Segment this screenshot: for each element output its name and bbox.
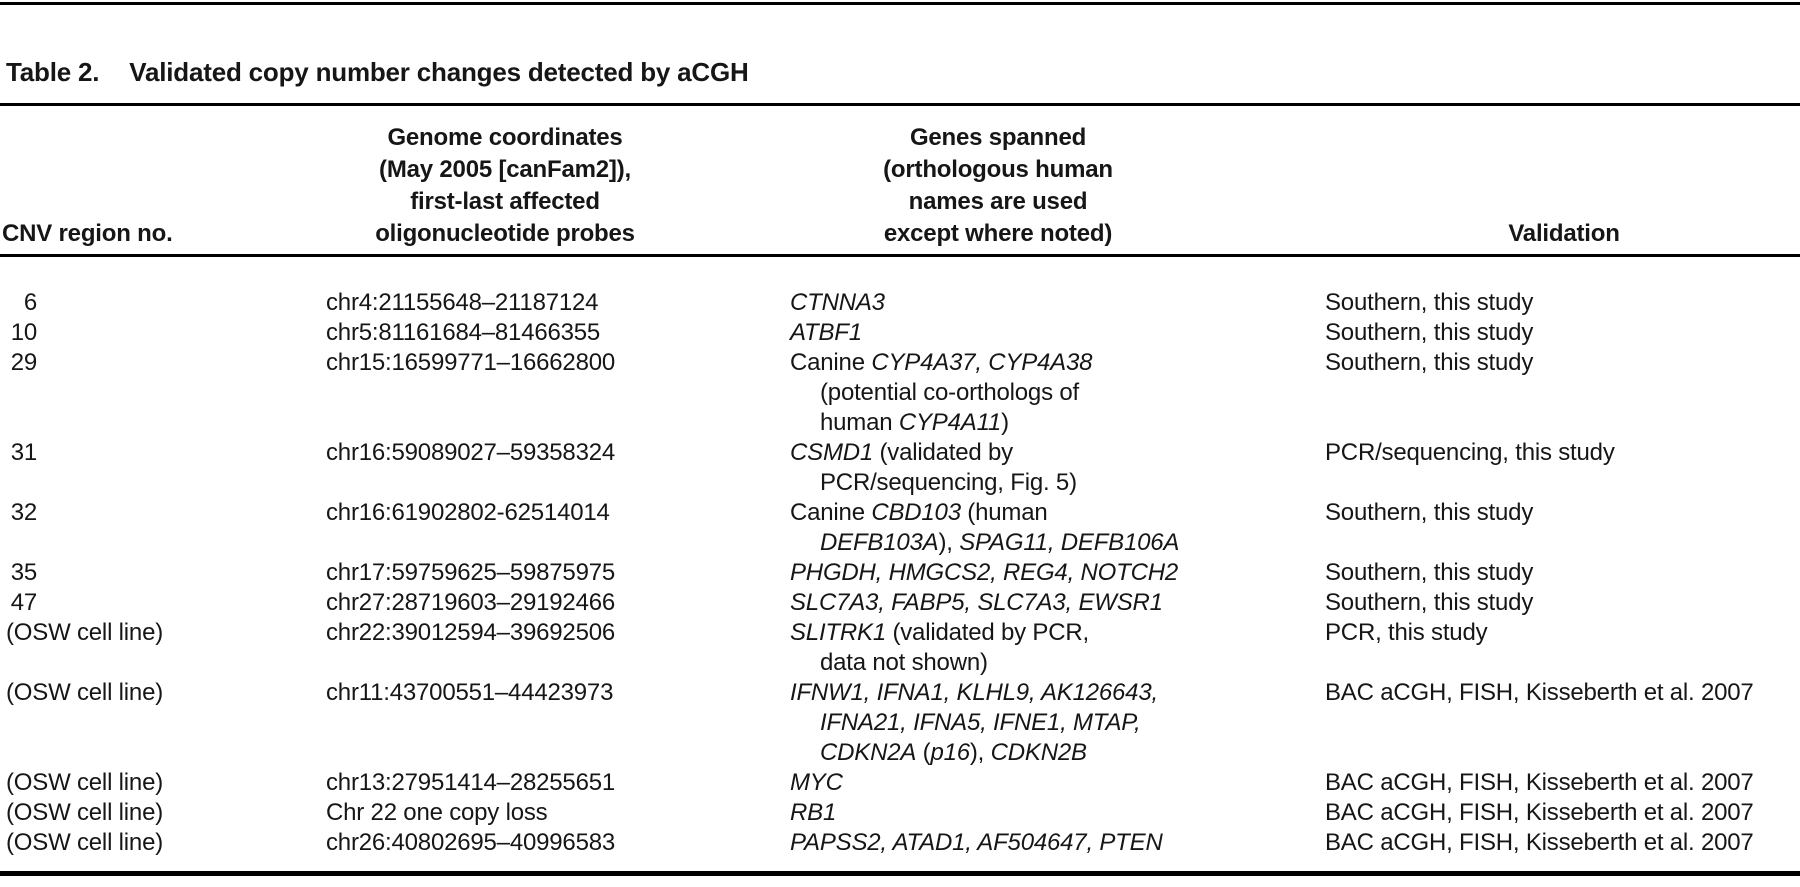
header-line: first-last affected: [410, 188, 600, 215]
gene-name: CYP4A37, CYP4A38: [871, 349, 1093, 376]
validation-cell: BAC aCGH, FISH, Kisseberth et al. 2007: [1325, 679, 1754, 706]
validation-cell: PCR, this study: [1325, 619, 1488, 646]
genome-coordinates-cell: chr13:27951414–28255651: [326, 769, 616, 796]
validation-cell: BAC aCGH, FISH, Kisseberth et al. 2007: [1325, 799, 1754, 826]
table-title-text: Validated copy number changes detected by aCGH: [129, 57, 749, 87]
gene-name: ATBF1: [790, 319, 862, 346]
gene-name: p16: [930, 739, 970, 766]
gene-note: Canine: [790, 349, 872, 376]
genes-spanned-cell: [790, 318, 1325, 348]
cnv-region-value: (OSW cell line): [6, 829, 164, 856]
genes-line: [790, 348, 1325, 378]
validation-cell: Southern, this study: [1325, 349, 1534, 376]
cnv-region-cell: [6, 588, 326, 618]
validation-cell: Southern, this study: [1325, 289, 1534, 316]
genes-spanned-cell: [790, 798, 1325, 828]
gene-name: CBD103: [871, 499, 961, 526]
cnv-region-cell: [6, 318, 326, 348]
cnv-region-value: 29: [10, 349, 37, 376]
gene-note: human: [820, 409, 899, 436]
genes-line: [790, 678, 1325, 708]
gene-note: ): [1001, 409, 1009, 436]
validation-cell: PCR/sequencing, this study: [1325, 439, 1615, 466]
genes-spanned-cell: [790, 288, 1325, 318]
header-line: Genome coordinates: [387, 124, 623, 151]
header-cnv-region: CNV region no.: [2, 220, 173, 247]
gene-note: (validated by PCR,: [885, 619, 1089, 646]
table-row: [0, 318, 1800, 348]
bottom-rule: [0, 871, 1800, 876]
genome-coordinates-cell: chr26:40802695–40996583: [326, 829, 616, 856]
cnv-region-cell: [6, 828, 326, 858]
gene-note: (potential co-orthologs of: [820, 379, 1079, 406]
genes-line: [790, 588, 1325, 618]
genome-coordinates-cell: chr22:39012594–39692506: [326, 619, 616, 646]
genes-spanned-cell: [790, 498, 1325, 558]
table-row: [0, 768, 1800, 798]
cnv-region-value: 47: [10, 589, 37, 616]
cnv-region-cell: [6, 798, 326, 828]
gene-name: PHGDH, HMGCS2, REG4, NOTCH2: [790, 559, 1178, 586]
genome-coordinates-cell: chr11:43700551–44423973: [326, 679, 614, 706]
genome-coordinates-cell: chr15:16599771–16662800: [326, 349, 616, 376]
cnv-region-cell: [6, 498, 326, 558]
validation-cell: Southern, this study: [1325, 589, 1534, 616]
table-row: [0, 588, 1800, 618]
gene-name: CYP4A11: [898, 409, 1002, 436]
gene-note: data not shown): [820, 649, 988, 676]
gene-name: SPAG11, DEFB106A: [959, 529, 1180, 556]
validation-cell: BAC aCGH, FISH, Kisseberth et al. 2007: [1325, 829, 1754, 856]
gene-note: Canine: [790, 499, 872, 526]
header-line: except where noted): [883, 220, 1113, 247]
cnv-region-value: (OSW cell line): [6, 619, 164, 646]
gene-name: CSMD1: [790, 439, 874, 466]
genes-line: [790, 828, 1325, 858]
cnv-region-value: 32: [10, 499, 37, 526]
cnv-region-cell: [6, 348, 326, 438]
gene-name: DEFB103A: [820, 529, 939, 556]
top-rule: [0, 2, 1800, 5]
gene-name: SLC7A3, FABP5, SLC7A3, EWSR1: [790, 589, 1163, 616]
genes-line: [790, 408, 1325, 438]
genes-line: [790, 798, 1325, 828]
header-rule: [0, 254, 1800, 257]
genes-line: [790, 618, 1325, 648]
cnv-region-value: (OSW cell line): [6, 679, 164, 706]
genes-spanned-cell: [790, 618, 1325, 678]
gene-name: CTNNA3: [790, 289, 885, 316]
gene-note: ),: [938, 529, 960, 556]
genes-line: [790, 558, 1325, 588]
header-line: (orthologous human: [883, 156, 1113, 183]
genes-line: [790, 648, 1325, 678]
gene-note: PCR/sequencing, Fig. 5): [820, 469, 1077, 496]
table-row: [0, 348, 1800, 438]
genes-spanned-cell: [790, 558, 1325, 588]
gene-name: CDKN2A: [820, 739, 917, 766]
table-row: [0, 288, 1800, 318]
gene-name: RB1: [790, 799, 837, 826]
table-row: [0, 438, 1800, 498]
genes-spanned-cell: [790, 588, 1325, 618]
gene-name: SLITRK1: [790, 619, 886, 646]
title-rule: [0, 103, 1800, 106]
cnv-region-value: (OSW cell line): [6, 769, 164, 796]
gene-note: (validated by: [873, 439, 1013, 466]
header-line: (May 2005 [canFam2]),: [379, 156, 631, 183]
cnv-region-cell: [6, 618, 326, 678]
genes-spanned-cell: [790, 828, 1325, 858]
header-genes-spanned: [788, 122, 1208, 250]
cnv-region-cell: [6, 558, 326, 588]
validation-cell: Southern, this study: [1325, 499, 1534, 526]
cnv-region-value: (OSW cell line): [6, 799, 164, 826]
genes-line: [790, 528, 1325, 558]
table-row: [0, 498, 1800, 558]
table-title: [6, 56, 749, 88]
genes-line: [790, 468, 1325, 498]
genes-spanned-cell: [790, 348, 1325, 438]
cnv-region-value: 31: [10, 439, 37, 466]
genes-spanned-cell: [790, 438, 1325, 498]
table-row: [0, 798, 1800, 828]
genes-line: [790, 768, 1325, 798]
cnv-region-cell: [6, 288, 326, 318]
genes-line: [790, 378, 1325, 408]
gene-name: MYC: [790, 769, 843, 796]
genes-line: [790, 498, 1325, 528]
header-line: Genes spanned: [909, 124, 1087, 151]
genes-line: [790, 708, 1325, 738]
gene-note: ),: [969, 739, 991, 766]
genes-spanned-cell: [790, 768, 1325, 798]
cnv-region-cell: [6, 678, 326, 768]
gene-name: IFNA21, IFNA5, IFNE1, MTAP,: [820, 709, 1141, 736]
cnv-region-cell: [6, 438, 326, 498]
validation-cell: Southern, this study: [1325, 559, 1534, 586]
genome-coordinates-cell: chr5:81161684–81466355: [326, 319, 601, 346]
gene-note: (human: [960, 499, 1048, 526]
genes-line: [790, 438, 1325, 468]
gene-name: IFNW1, IFNA1, KLHL9, AK126643,: [790, 679, 1158, 706]
genes-line: [790, 318, 1325, 348]
validation-cell: Southern, this study: [1325, 319, 1534, 346]
gene-name: PAPSS2, ATAD1, AF504647, PTEN: [790, 829, 1163, 856]
table-title-label: Table 2.: [6, 57, 100, 87]
cnv-region-value: 10: [10, 319, 37, 346]
gene-name: CDKN2B: [990, 739, 1087, 766]
gene-note: (: [916, 739, 931, 766]
genes-line: [790, 738, 1325, 768]
table-row: [0, 678, 1800, 768]
genes-line: [790, 288, 1325, 318]
header-validation: Validation: [1508, 220, 1620, 247]
table-row: [0, 618, 1800, 678]
genome-coordinates-cell: chr17:59759625–59875975: [326, 559, 616, 586]
cnv-region-value: 6: [23, 289, 37, 316]
table-row: [0, 828, 1800, 858]
genome-coordinates-cell: chr4:21155648–21187124: [326, 289, 599, 316]
header-genome-coordinates: [298, 122, 712, 250]
cnv-region-value: 35: [10, 559, 37, 586]
validation-cell: BAC aCGH, FISH, Kisseberth et al. 2007: [1325, 769, 1754, 796]
genome-coordinates-cell: chr27:28719603–29192466: [326, 589, 616, 616]
genome-coordinates-cell: Chr 22 one copy loss: [326, 799, 548, 826]
header-line: oligonucleotide probes: [375, 220, 635, 247]
table-body: [0, 288, 1800, 858]
genes-spanned-cell: [790, 678, 1325, 768]
cnv-region-cell: [6, 768, 326, 798]
genome-coordinates-cell: chr16:61902802-62514014: [326, 499, 610, 526]
header-line: names are used: [908, 188, 1088, 215]
table-row: [0, 558, 1800, 588]
genome-coordinates-cell: chr16:59089027–59358324: [326, 439, 616, 466]
